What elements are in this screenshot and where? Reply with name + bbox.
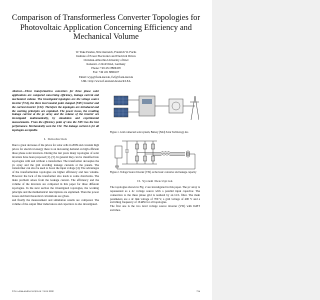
left-column — [12, 90, 99, 206]
intro-text-2: and finally the measurement and simulation results are compared. The volume of the output filter inductances and capacitors is also investigated. — [12, 197, 99, 206]
intro-text: Due to great decrease of the prices for solar cells in 2009 and constant high prices for electrical energy there is an increasing demand on high efficient three phase solar inverters. During the last years many topologies of solar inverters have been proposed [1]–[5]. In general they can be classified into topologies with and without a transformer. The transformer decouples the pv array and the grid avoiding leakage currents at the panels. The transformer can also be used to boost the input voltage [4]. The advantages of the transformerless topologies are higher efficiency and less volume. However the lack of the transformer also leads to some drawbacks. The main problem arises from the leakage current. The efficiency and the volume of the inverters are compared in this paper for three different topologies. In the next section the investigated topologies, the working principle and the mathematical descriptions are explained. Then the power losses and their theoretical calculations are given. — [12, 142, 100, 198]
section-2-text: The topologies shown in Fig. 2 are investigated in this paper. The pv array is represented as a dc voltage source with a parallel input capacitor. The connection to the three phase grid is realized by an LCL filter. The main parameters are a dc link voltage of 700 V, a grid voltage of 400 V and a switching frequency of 16 kHz for all topologies. — [110, 184, 200, 205]
intro-heading: I. Introduction — [44, 136, 67, 141]
figure-2-circuit — [111, 136, 199, 170]
right-column — [110, 90, 200, 213]
author-email: Email: wyp@tf.uni-kiel.de, fwf@tf.uni-kiel.de — [78, 74, 134, 79]
abstract-label: Abstract — [12, 89, 22, 93]
author-address: Kaiserstr. 2 24143 Kiel, Germany — [86, 62, 126, 67]
page-footer — [12, 290, 200, 293]
author-fax: Fax: +49 431 8806107 — [92, 70, 120, 75]
author-url: URL: http://www.tf.uni-kiel.de/etech/LEA — [81, 78, 131, 83]
abstract: Abstract—Three transformerless converters for three phase solar applications are compared concerning efficiency, leakage current and mechanical volume. The investigated topologies are the voltage source inverter (VSI), the three level neutral point clamped (NPC) inverter and the current inverter (CSI). Therefore the topologies are introduced and the working principles are explained. The power losses, the resulting leakage current at the pv array and the volume of the inverter are investigated mathematically, by simulation and experimental measurements. From the efficiency point of view the NPC has the best performance. Mechanically seen the CSI. The leakage current is for all topologies acceptable. — [12, 89, 99, 133]
meter-icon — [169, 99, 183, 113]
figure-2-caption: Figure 2. Voltage Source Inverter (VSI) as the basic converter and leakage capacity — [110, 171, 197, 175]
abstract-text: Three transformerless converters for three phase solar applications are compared concerning efficiency, leakage current and mechanical volume. The investigated topologies are the voltage source inverter (VSI), the three level neutral point clamped (NPC) inverter and the current inverter (CSI). Therefore the topologies are introduced and the working principles are explained. The power losses, the resulting leakage current at the pv array and the volume of the inverter are investigated mathematically, by simulation and experimental measurements. From the efficiency point of view the NPC has the best performance. Mechanically seen the CSI. The leakage current is for all topologies acceptable. — [12, 89, 99, 133]
figure-1-caption: Figure 1. Grid connected solar system, Battery (Ndd) Solar Technology AG — [110, 131, 189, 134]
author-affiliation: Institute of Power Electronics and Electrical Drives — [76, 54, 136, 59]
figure-1 — [111, 90, 199, 130]
section-2-text-2: The first one is the two level voltage source inverter (VSI) with IGBT switches. — [110, 204, 200, 213]
author-phone: Phone: +49 431 8806108 — [91, 66, 121, 71]
author-university: Christian-Albrechts-University of Kiel — [83, 58, 129, 63]
copyright-line: 978-1-4244-4649-0/10/$25.00 ©2010 IEEE — [12, 290, 54, 293]
section-2-heading: II. System Description — [137, 178, 173, 183]
figure-2 — [111, 136, 199, 170]
figure-1-illustration — [111, 90, 199, 130]
author-names: W. Yuke Pandan, Nils Oestreich, Friedrich W. Fuchs — [75, 50, 137, 54]
page-number: 724 — [196, 290, 200, 293]
paper-title: Comparison of Transformerless Converter Topologies for Photovoltaic Application Concerning Efficiency and Mechanical Volume — [11, 13, 201, 42]
author-block — [20, 50, 192, 83]
